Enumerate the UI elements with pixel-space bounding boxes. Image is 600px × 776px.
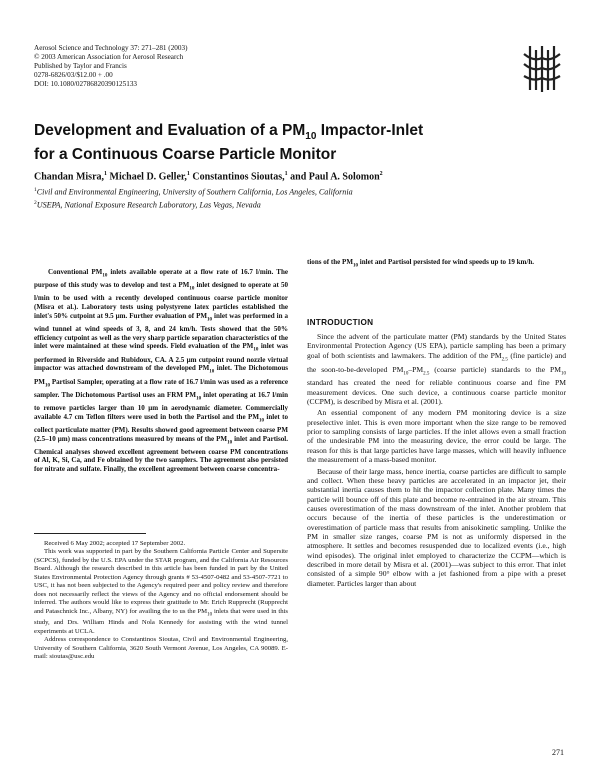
- paragraph-text: (fine particle) and the soon-to-be-developed PM: [307, 350, 566, 374]
- affiliation-sup: 1: [34, 187, 37, 193]
- affiliation-text: Civil and Environmental Engineering, University of Southern California, Los Angeles, California: [36, 187, 353, 197]
- paragraph-text: –PM: [408, 364, 424, 374]
- abstract-text: inlet to collect particulate matter (PM). Results showed good agreement between coarse PM (2.5–10 μm) mass concentrations measured by means of the PM: [34, 412, 289, 443]
- affiliation-sup: 2: [34, 199, 37, 206]
- paragraph: Because of their large mass, hence inertia, coarse particles are difficult to sample and collect. When these heavy particles are accelerated in an impactor jet, their substantial inertia causes them to hit the impactor collection plate. Many times the particle will bounce off of this plate and become re-entrained in the air stream. This causes overestimation of the mass downstream of the inlet. Another problem that occurs because of the inertia of these particles is the underestimation or overestimation of particle mass that results from anisokinetic sampling. Unlike the PM in smaller size ranges, coarse PM is not as uniformly dispersed in the atmosphere. It settles and becomes resuspended due to localized events (i.e., high wind episodes). The original inlet employed to characterize the CCPM—which is described in more detail by Misra et al. (2001)—was subject to this error. That inlet consisted of a simple 90° elbow with a jet fashioned from a pipe with a preset diameter. Particles larger than about: [307, 466, 566, 588]
- author-sup: 1: [284, 171, 288, 177]
- author-name: Chandan Misra,: [34, 171, 105, 183]
- paragraph-sub: 10: [403, 371, 409, 377]
- author-name: and Paul A. Solomon: [287, 171, 380, 183]
- abstract-text: inlet was performed in Riverside and Rubidoux, CA. A 2.5 μm cutpoint round nozzle virtual impactor was attached downstream of the developed PM: [34, 342, 288, 373]
- title-line2: for a Continuous Coarse Particle Monitor: [34, 146, 337, 164]
- abstract-sub: 10: [227, 439, 233, 445]
- title-line1-pre: Development and Evaluation of a PM: [34, 122, 306, 139]
- section-heading: INTRODUCTION: [307, 318, 374, 327]
- author-sup: 1: [186, 171, 190, 177]
- abstract-sub: 10: [44, 382, 50, 388]
- abstract: [34, 268, 288, 474]
- paragraph-sub: 10: [561, 371, 566, 377]
- affiliations: [34, 185, 574, 210]
- abstract-text: Partisol Sampler, operating at a flow rate of 16.7 l/min was used as a reference sampler. The Dichotomous Partisol uses an FRM PM: [34, 377, 288, 399]
- footnote-text: This work was supported in part by the Southern California Particle Center and Supersite (SCPCS), funded by the U.S. EPA under the STAR program, and the California Air Resources Board. Although the research described in this article has been funded in part by the United States Environmental Protection Agency through grants # 53-4507-0482 and 53-4507-7721 to USC, it has not been subjected to the Agency's required peer and policy review and therefore does not necessarily reflect the views of the Agency and no official endorsement should be inferred. The authors would like to express their gratitude to Mr. Erich Rupprecht (Rupprecht and Pataschnick Inc., Albany, NY) for availing the to us the PM: [34, 548, 288, 615]
- paragraph: [307, 332, 566, 406]
- abstract-text: inlet operating at 16.7 l/min to remove particles larger than 10 μm in aerodynamic diameter. Commercially available 4.7 cm Teflon filters were used in both the Partisol and the PM: [34, 390, 289, 421]
- title-line1-post: Impactor-Inlet: [316, 122, 424, 139]
- header-line: 0278-6826/03/$12.00 + .00: [34, 71, 113, 79]
- header-line: DOI: 10.1080/02786820390125133: [34, 80, 138, 88]
- paragraph-text: (coarse particle) standards to the PM: [429, 364, 561, 374]
- abstract-sub: 10: [102, 273, 108, 279]
- paragraph-text: standard has created the need for reliable continuous coarse and fine PM measurement devices. One such device, a continuous coarse particle monitor (CCPM), is described by Misra et al. (2001).: [307, 378, 566, 407]
- footnotes: [34, 540, 288, 662]
- paper-title: [34, 122, 554, 164]
- abstract-text: inlet. The Dichotomous PM: [34, 364, 288, 386]
- footnote-text: inlets that were used in this study, and Drs. William Hinds and Nola Kennedy for assisting with the wind tunnel experiments at UCLA.: [34, 607, 288, 635]
- title-line1-sub: 10: [305, 131, 317, 143]
- abstract-text: inlet was performed in a wind tunnel at wind speeds of 3, 8, and 24 km/h. Tests showed that the 50% efficiency cutpoint as well as the very sharp particle separation characteristics of the inlet were maintained at these wind speeds. Field evaluation of the PM: [34, 311, 288, 351]
- abstract-sub: 10: [353, 263, 358, 269]
- author-list: [34, 171, 574, 182]
- abstract-sub: 10: [196, 396, 202, 402]
- header-line: Aerosol Science and Technology 37: 271–281 (2003): [34, 44, 188, 52]
- author-name: Constantinos Sioutas,: [189, 171, 285, 183]
- footnote-divider: [34, 533, 146, 534]
- abstract-continuation: [307, 258, 566, 271]
- author-name: Michael D. Geller,: [107, 171, 187, 183]
- abstract-text: inlets available operate at a flow rate of 16.7 l/min. The purpose of this study was to develop and test a PM: [34, 268, 288, 290]
- page-number: 271: [552, 748, 564, 757]
- journal-header: [34, 44, 354, 89]
- introduction-body: [307, 332, 566, 590]
- paragraph-sub: 2.5: [501, 357, 508, 363]
- footnote-support: [34, 548, 288, 636]
- abstract-sub: 10: [209, 369, 215, 375]
- abstract-text: inlet and Partisol persisted for wind speeds up to 19 km/h.: [358, 258, 535, 266]
- paragraph-text: Since the advent of the particulate matter (PM) standards by the United States Environmental Protection Agency (US EPA), particle sampling has been a primary goal of both scientists and lawmakers. The addition of the PM: [307, 332, 566, 360]
- author-sup: 2: [379, 171, 383, 177]
- paragraph: An essential component of any modern PM monitoring device is a size preselective inlet. This is even more important when the size range to be removed prior to sampling consists of large particles. If the inlet allows even a small fraction of the undesirable PM into the measuring device, the error could be large. The reason for this is that large particles have large masses, which will heavily influence the measurement of a mass-based monitor.: [307, 408, 566, 465]
- abstract-text: inlet and Partisol. Chemical analyses showed excellent agreement between coarse PM concentrations of Al, K, Si, Ca, and Fe obtained by the two samplers. The agreement also persisted for nitrate and sulfate. Finally, the excellent agreement between coarse concentra-: [34, 434, 288, 474]
- abstract-text: tions of the PM: [307, 258, 353, 266]
- footnote-sub: 10: [207, 611, 213, 617]
- affiliation-text: USEPA, National Exposure Research Laboratory, Las Vegas, Nevada: [36, 200, 261, 210]
- abstract-text: inlet designed to operate at 50 l/min to be used with a recently developed continuous coarse particle monitor (Misra et al.). Laboratory tests using polystyrene latex particles established the inlet's 50% cutpoint at 9.5 μm. Further evaluation of PM: [34, 281, 288, 320]
- footnote-address: Address correspondence to Constantinos Sioutas, Civil and Environmental Engineering, University of Southern California, 3620 South Vermont Avenue, Los Angeles, CA 90089. E-mail: sioutas@usc.edu: [34, 636, 288, 661]
- abstract-text: Conventional PM: [48, 268, 103, 276]
- header-line: © 2003 American Association for Aerosol Research: [34, 53, 184, 61]
- journal-logo-icon: [522, 44, 562, 94]
- paragraph-sub: 2.5: [423, 371, 430, 377]
- abstract-sub: 10: [258, 418, 264, 423]
- abstract-sub: 10: [189, 286, 195, 292]
- header-line: Published by Taylor and Francis: [34, 62, 127, 70]
- footnote-received: Received 6 May 2002; accepted 17 September 2002.: [44, 540, 186, 547]
- abstract-sub: 10: [253, 347, 259, 353]
- abstract-sub: 10: [207, 317, 213, 323]
- author-sup: 1: [104, 171, 108, 177]
